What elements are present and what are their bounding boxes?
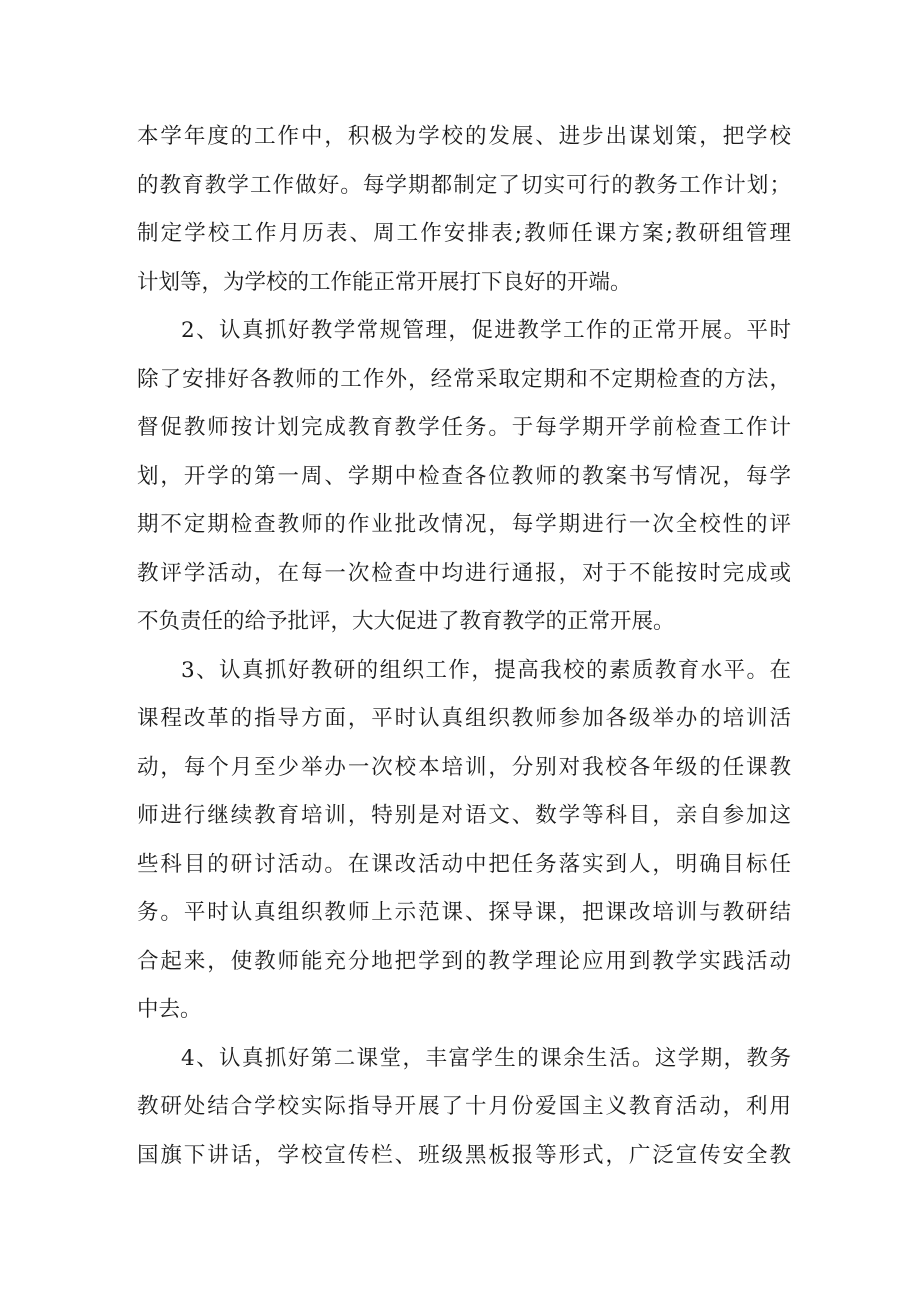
text-line: 合起来，使教师能充分地把学到的教学理论应用到教学实践活动	[137, 948, 791, 974]
text-line: 4、认真抓好第二课堂，丰富学生的课余生活。这学期，教务	[181, 1045, 791, 1071]
text-line: 中去。	[137, 997, 202, 1022]
text-line: 期不定期检查教师的作业批改情况，每学期进行一次全校性的评	[137, 512, 791, 537]
text-line: 些科目的研讨活动。在课改活动中把任务落实到人，明确目标任	[137, 851, 791, 877]
text-line: 教评学活动，在每一次检查中均进行通报，对于不能按时完成或	[137, 560, 791, 586]
text-line: 动，每个月至少举办一次校本培训，分别对我校各年级的任课教	[137, 754, 791, 780]
text-line: 本学年度的工作中，积极为学校的发展、进步出谋划策，把学校	[137, 124, 791, 149]
text-line: 课程改革的指导方面，平时认真组织教师参加各级举办的培训活	[137, 706, 791, 731]
text-line: 国旗下讲话，学校宣传栏、班级黑板报等形式，广泛宣传安全教	[137, 1142, 791, 1168]
text-line: 计划等，为学校的工作能正常开展打下良好的开端。	[137, 269, 632, 295]
text-line: 3、认真抓好教研的组织工作，提高我校的素质教育水平。在	[181, 657, 791, 683]
text-line: 教研处结合学校实际指导开展了十月份爱国主义教育活动，利用	[137, 1094, 791, 1119]
paragraph-3	[137, 647, 791, 1035]
text-line: 务。平时认真组织教师上示范课、探导课，把课改培训与教研结	[137, 900, 791, 925]
paragraph-4	[137, 1035, 791, 1181]
text-line: 师进行继续教育培训，特别是对语文、数学等科目，亲自参加这	[137, 803, 791, 828]
text-line: 不负责任的给予批评，大大促进了教育教学的正常开展。	[137, 609, 675, 634]
text-line: 划，开学的第一周、学期中检查各位教师的教案书写情况，每学	[137, 463, 791, 489]
text-line: 制定学校工作月历表、周工作安排表;教师任课方案;教研组管理	[137, 221, 791, 246]
text-line: 督促教师按计划完成教育教学任务。于每学期开学前检查工作计	[137, 415, 791, 440]
paragraph-2	[137, 307, 791, 647]
text-line: 除了安排好各教师的工作外，经常采取定期和不定期检查的方法，	[137, 366, 791, 392]
text-line: 2、认真抓好教学常规管理，促进教学工作的正常开展。平时	[181, 318, 791, 343]
paragraph-1	[137, 113, 791, 307]
text-line: 的教育教学工作做好。每学期都制定了切实可行的教务工作计划；	[137, 172, 791, 198]
document-body	[137, 113, 791, 1180]
